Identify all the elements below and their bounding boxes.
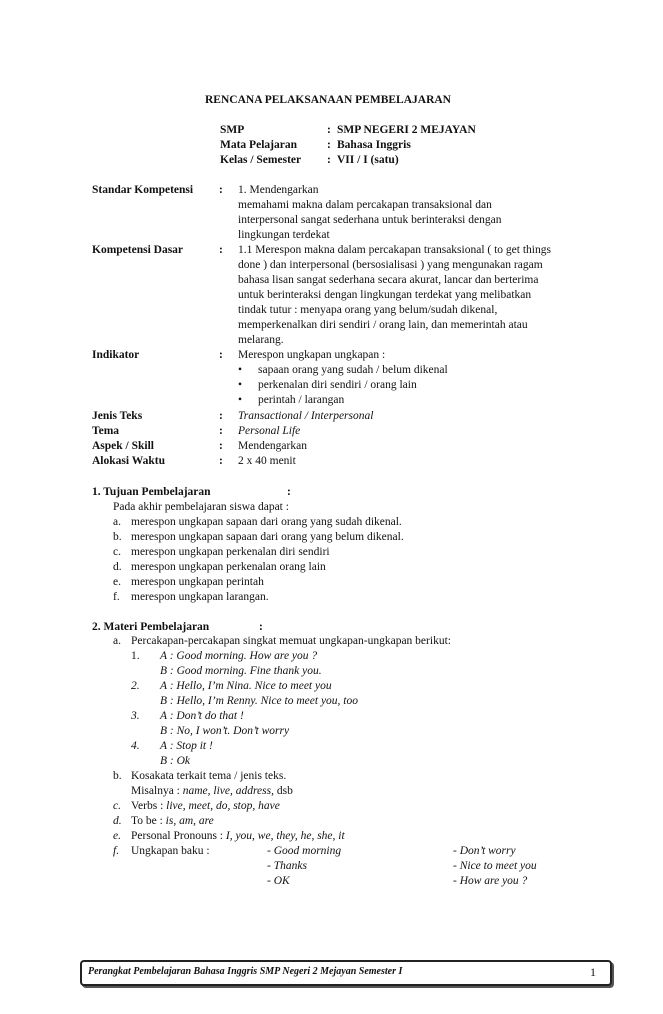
list-item: Percakapan-percakapan singkat memuat ungkapan-ungkapan berikut: xyxy=(131,635,451,647)
sk-line: memahami makna dalam percakapan transaksional dan xyxy=(238,199,492,211)
sk-line: 1. Mendengarkan xyxy=(238,184,319,196)
info-sep: : xyxy=(219,440,223,452)
info-label: Aspek / Skill xyxy=(92,440,154,452)
list-marker: e. xyxy=(113,830,121,842)
dialog-line: B : Hello, I’m Renny. Nice to meet you, too xyxy=(160,695,358,707)
expression-item: - How are you ? xyxy=(453,875,528,887)
to-be-label: To be : xyxy=(131,815,163,827)
kd-sep: : xyxy=(219,244,223,256)
bullet-icon: • xyxy=(238,394,243,406)
bullet-icon: • xyxy=(238,379,243,391)
pronouns-list: I, you, we, they, he, she, it xyxy=(223,830,345,842)
bullet-icon: • xyxy=(238,364,243,376)
kd-line: untuk berinteraksi dengan lingkungan terdekat yang melibatkan xyxy=(238,289,532,301)
vocab-example-suffix: dsb xyxy=(274,785,293,797)
vocab-example-words: name, live, address, xyxy=(182,785,274,797)
dialog-line: A : Stop it ! xyxy=(160,740,213,752)
pronouns-label: Personal Pronouns : xyxy=(131,830,223,842)
info-sep: : xyxy=(219,425,223,437)
expression-item: - Don’t worry xyxy=(453,845,516,857)
sk-sep: : xyxy=(219,184,223,196)
kd-line: 1.1 Merespon makna dalam percakapan transaksional ( to get things xyxy=(238,244,551,256)
dialog-number: 3. xyxy=(131,710,140,722)
dialog-number: 4. xyxy=(131,740,140,752)
list-item-pronouns xyxy=(131,829,345,843)
info-label: Alokasi Waktu xyxy=(92,455,165,467)
section-1-heading: 1. Tujuan Pembelajaran xyxy=(92,486,211,498)
page-number: 1 xyxy=(590,965,596,979)
list-item: merespon ungkapan perkenalan diri sendiri xyxy=(131,546,330,558)
sk-line: interpersonal sangat sederhana untuk berinteraksi dengan xyxy=(238,214,502,226)
sk-label: Standar Kompetensi xyxy=(92,184,194,196)
list-item-to-be xyxy=(131,814,214,828)
verbs-label: Verbs : xyxy=(131,800,164,812)
list-marker: a. xyxy=(113,635,121,647)
list-item: merespon ungkapan sapaan dari orang yang sudah dikenal. xyxy=(131,516,402,528)
list-marker: b. xyxy=(113,770,122,782)
dialog-number: 2. xyxy=(131,680,140,692)
header-sep: : xyxy=(327,139,331,151)
list-marker: f. xyxy=(113,591,120,603)
list-item: Kosakata terkait tema / jenis teks. xyxy=(131,770,287,782)
kd-line: done ) dan interpersonal (bersosialisasi ) yang mengunakan ragam xyxy=(238,259,543,271)
indikator-item: sapaan orang yang sudah / belum dikenal xyxy=(258,364,448,376)
section-1-colon: : xyxy=(287,486,291,498)
info-value: 2 x 40 menit xyxy=(238,455,296,467)
dialog-line: B : Good morning. Fine thank you. xyxy=(160,665,322,677)
indikator-sep: : xyxy=(219,349,223,361)
list-marker: e. xyxy=(113,576,121,588)
indikator-label: Indikator xyxy=(92,349,140,361)
list-marker: f. xyxy=(113,845,120,857)
info-value: Personal Life xyxy=(238,425,301,437)
kd-line: tindak tutur : menyapa orang yang belum/sudah dikenal, xyxy=(238,304,498,316)
info-sep: : xyxy=(219,410,223,422)
indikator-intro: Merespon ungkapan ungkapan : xyxy=(238,349,386,361)
dialog-line: A : Don’t do that ! xyxy=(160,710,244,722)
kd-label: Kompetensi Dasar xyxy=(92,244,184,256)
list-marker: c. xyxy=(113,800,121,812)
indikator-item: perintah / larangan xyxy=(258,394,345,406)
dialog-line: B : No, I won’t. Don’t worry xyxy=(160,725,290,737)
list-marker: d. xyxy=(113,815,122,827)
page-footer xyxy=(80,960,612,986)
vocab-example-prefix: Misalnya : xyxy=(131,785,183,797)
info-label: Jenis Teks xyxy=(92,410,143,422)
header-value-subject: Bahasa Inggris xyxy=(337,139,411,151)
section-1-intro: Pada akhir pembelajaran siswa dapat : xyxy=(113,501,289,513)
dialog-number: 1. xyxy=(131,650,140,662)
section-2-colon: : xyxy=(259,621,263,633)
header-value-school: SMP NEGERI 2 MEJAYAN xyxy=(337,124,476,136)
list-marker: d. xyxy=(113,561,122,573)
list-item: Ungkapan baku : xyxy=(131,845,210,857)
list-marker: c. xyxy=(113,546,121,558)
info-value: Mendengarkan xyxy=(238,440,307,452)
kd-line: bahasa lisan sangat sederhana secara akurat, lancar dan berterima xyxy=(238,274,539,286)
header-value-class: VII / I (satu) xyxy=(337,154,399,166)
expression-item: - OK xyxy=(267,875,290,887)
expression-item: - Good morning xyxy=(267,845,342,857)
header-sep: : xyxy=(327,124,331,136)
dialog-line: B : Ok xyxy=(160,755,191,767)
header-sep: : xyxy=(327,154,331,166)
list-marker: b. xyxy=(113,531,122,543)
sk-line: lingkungan terdekat xyxy=(238,229,330,241)
list-item-verbs xyxy=(131,799,280,813)
list-item: merespon ungkapan perkenalan orang lain xyxy=(131,561,326,573)
indikator-item: perkenalan diri sendiri / orang lain xyxy=(258,379,417,391)
info-sep: : xyxy=(219,455,223,467)
kd-line: melarang. xyxy=(238,334,284,346)
to-be-list: is, am, are xyxy=(162,815,214,827)
list-item: merespon ungkapan perintah xyxy=(131,576,264,588)
header-label-school: SMP xyxy=(220,124,245,136)
dialog-line: A : Good morning. How are you ? xyxy=(160,650,318,662)
kd-line: memperkenalkan diri sendiri / orang lain, dan memerintah atau xyxy=(238,319,528,331)
header-label-subject: Mata Pelajaran xyxy=(220,139,297,151)
header-label-class: Kelas / Semester xyxy=(220,154,302,166)
info-value: Transactional / Interpersonal xyxy=(238,410,374,422)
list-item: merespon ungkapan larangan. xyxy=(131,591,269,603)
expression-item: - Nice to meet you xyxy=(453,860,537,872)
info-label: Tema xyxy=(92,425,120,437)
document-title: RENCANA PELAKSANAAN PEMBELAJARAN xyxy=(205,94,451,106)
list-marker: a. xyxy=(113,516,121,528)
vocab-example xyxy=(131,784,293,798)
list-item: merespon ungkapan sapaan dari orang yang belum dikenal. xyxy=(131,531,404,543)
verbs-list: live, meet, do, stop, have xyxy=(163,800,280,812)
footer-text: Perangkat Pembelajaran Bahasa Inggris SMP Negeri 2 Mejayan Semester I xyxy=(88,966,403,977)
section-2-heading: 2. Materi Pembelajaran xyxy=(92,621,210,633)
dialog-line: A : Hello, I’m Nina. Nice to meet you xyxy=(160,680,332,692)
expression-item: - Thanks xyxy=(267,860,307,872)
